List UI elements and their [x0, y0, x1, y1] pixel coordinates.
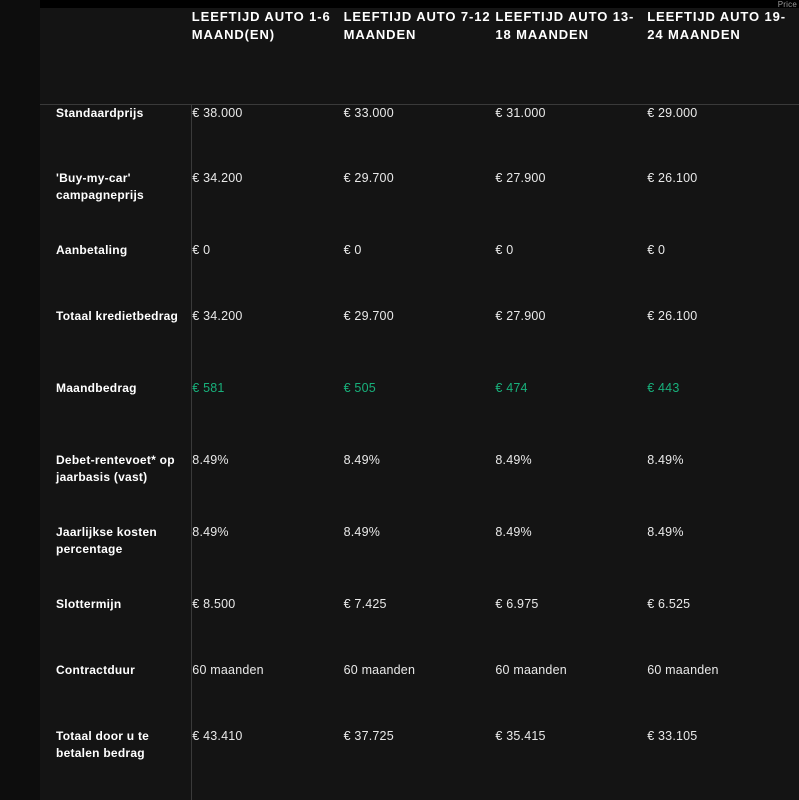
row-label: Slottermijn — [40, 596, 192, 662]
table-header-label-col — [40, 8, 192, 104]
row-value-2: € 0 — [343, 243, 362, 257]
table-row — [40, 728, 799, 800]
row-value-1: € 34.200 — [192, 309, 243, 323]
table-row-highlight — [40, 380, 799, 452]
row-value-3: € 35.415 — [495, 729, 546, 743]
row-value-4: 60 maanden — [647, 663, 719, 677]
row-value-1: € 8.500 — [192, 597, 236, 611]
table-header-col-3-text: LEEFTIJD AUTO 13-18 MAANDEN — [495, 9, 635, 42]
table-row — [40, 452, 799, 524]
row-value-3: € 27.900 — [495, 171, 546, 185]
row-value-1: € 38.000 — [192, 105, 243, 120]
table-body — [40, 104, 799, 800]
table-row — [40, 104, 799, 170]
table-row — [40, 662, 799, 728]
row-value-2: 8.49% — [343, 453, 381, 467]
top-strip — [0, 0, 799, 8]
row-value-3: € 27.900 — [495, 309, 546, 323]
row-value-3: € 31.000 — [495, 105, 546, 120]
row-label: Maandbedrag — [40, 380, 192, 452]
row-value-2: € 29.700 — [343, 171, 394, 185]
table-header — [40, 8, 799, 104]
row-value-1: € 581 — [192, 381, 225, 395]
table-header-col-4 — [647, 8, 799, 104]
row-value-2: € 33.000 — [343, 105, 394, 120]
row-value-4: 8.49% — [647, 453, 684, 467]
row-value-3: € 6.975 — [495, 597, 539, 611]
row-value-2: € 7.425 — [343, 597, 387, 611]
row-value-3: 8.49% — [495, 453, 532, 467]
left-gutter — [0, 0, 40, 800]
table-header-col-1-text: LEEFTIJD AUTO 1-6 MAAND(EN) — [191, 9, 331, 42]
table-header-col-2 — [344, 8, 496, 104]
row-label: 'Buy-my-car' campagneprijs — [40, 170, 192, 242]
row-value-1: € 0 — [192, 243, 211, 257]
row-value-3: 60 maanden — [495, 663, 567, 677]
row-label: Contractduur — [40, 662, 192, 728]
row-value-2: € 505 — [343, 381, 376, 395]
table-row — [40, 242, 799, 308]
row-value-2: € 29.700 — [343, 309, 394, 323]
table-row — [40, 308, 799, 380]
row-value-4: € 26.100 — [647, 171, 698, 185]
row-value-4: € 29.000 — [647, 105, 698, 120]
row-value-4: € 33.105 — [647, 729, 698, 743]
row-value-2: € 37.725 — [343, 729, 394, 743]
table-row — [40, 170, 799, 242]
row-label: Totaal door u te betalen bedrag — [40, 728, 192, 800]
row-value-1: 8.49% — [192, 453, 229, 467]
row-value-1: 8.49% — [192, 525, 229, 539]
row-value-3: 8.49% — [495, 525, 532, 539]
row-value-1: 60 maanden — [192, 663, 264, 677]
table-header-col-3 — [495, 8, 647, 104]
row-label: Jaarlijkse kosten percentage — [40, 524, 192, 596]
row-value-4: 8.49% — [647, 525, 684, 539]
row-label: Debet-rentevoet* op jaarbasis (vast) — [40, 452, 192, 524]
table-header-col-2-text: LEEFTIJD AUTO 7-12 MAANDEN — [343, 9, 491, 42]
row-label: Totaal kredietbedrag — [40, 308, 192, 380]
corner-tag-label: Price — [777, 0, 797, 9]
row-value-1: € 34.200 — [192, 171, 243, 185]
row-label: Standaardprijs — [40, 104, 192, 170]
row-value-4: € 443 — [647, 381, 680, 395]
table-header-col-1 — [192, 8, 344, 104]
pricing-table — [40, 8, 799, 800]
table-header-col-4-text: LEEFTIJD AUTO 19-24 MAANDEN — [647, 9, 787, 42]
row-value-3: € 0 — [495, 243, 514, 257]
row-value-4: € 0 — [647, 243, 666, 257]
table-row — [40, 596, 799, 662]
row-value-2: 8.49% — [343, 525, 381, 539]
table-header-row — [40, 8, 799, 104]
row-value-1: € 43.410 — [192, 729, 243, 743]
row-value-3: € 474 — [495, 381, 528, 395]
row-label: Aanbetaling — [40, 242, 192, 308]
row-value-4: € 26.100 — [647, 309, 698, 323]
table-row — [40, 524, 799, 596]
row-value-2: 60 maanden — [343, 663, 416, 677]
row-value-4: € 6.525 — [647, 597, 691, 611]
